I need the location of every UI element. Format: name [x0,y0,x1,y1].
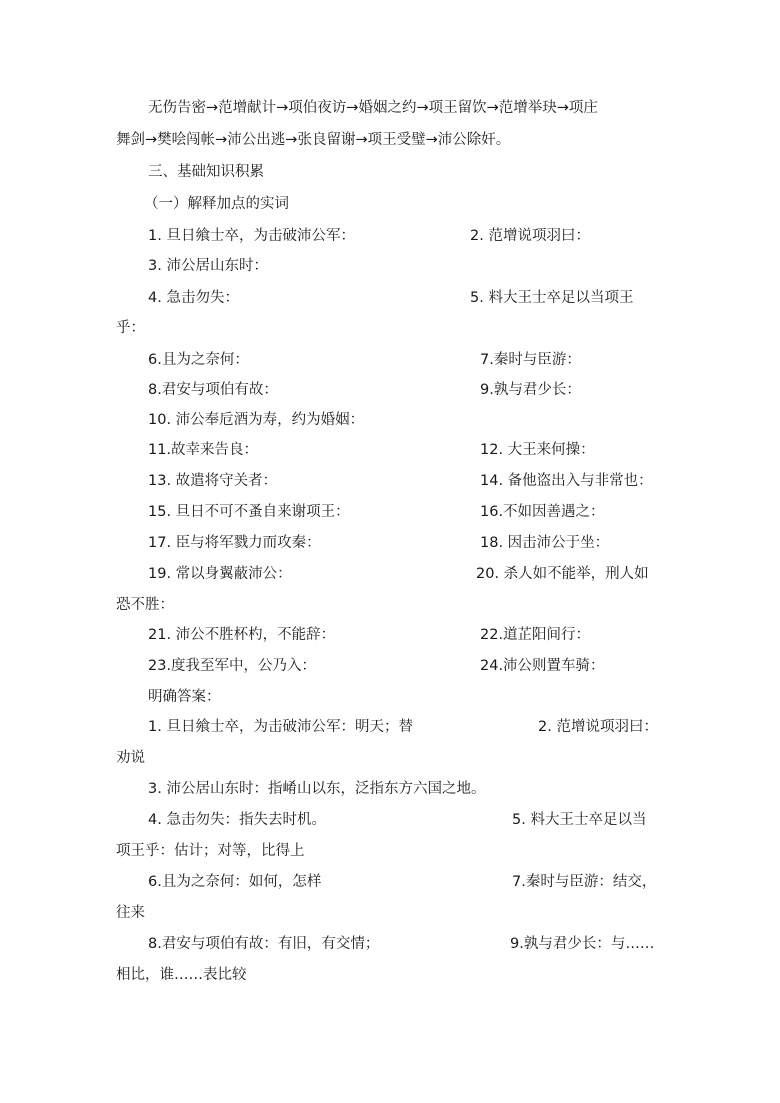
question-16: 16.不如因善遇之： [480,504,605,520]
question-11: 11.故幸来告良： [148,442,259,458]
summary-line-2: 舞剑→樊哙闯帐→沛公出逃→张良留谢→项王受璧→沛公除奸。 [116,132,511,148]
question-2: 2. 范增说项羽曰： [470,228,590,244]
answer-9-continued: 相比，谁……表比较 [116,967,247,983]
answer-9: 9.孰与君少长：与…… [510,936,655,952]
answer-2: 2. 范增说项羽曰： [538,719,658,735]
question-19: 19. 常以身翼蔽沛公： [148,566,292,582]
question-8: 8.君安与项伯有故： [148,382,278,398]
question-22: 22.道芷阳间行： [480,627,591,643]
question-9: 9.孰与君少长： [480,382,581,398]
section-title: 三、基础知识积累 [148,164,264,180]
question-5: 5. 料大王士卒足以当项王 [470,290,634,306]
summary-line-1: 无伤告密→范增献计→项伯夜访→婚姻之约→项王留饮→范增举玦→项庄 [148,100,598,116]
answer-7: 7.秦时与臣游：结交， [512,874,657,890]
question-24: 24.沛公则置车骑： [480,658,605,674]
question-7: 7.秦时与臣游： [480,352,581,368]
question-23: 23.度我至军中，公乃入： [148,658,317,674]
answer-3: 3. 沛公居山东时：指崤山以东，泛指东方六国之地。 [148,781,486,797]
answer-2-continued: 劝说 [116,750,145,766]
subsection-title: （一）解释加点的实词 [144,196,289,212]
answer-5: 5. 料大王士卒足以当 [512,812,647,828]
answer-1: 1. 旦日飨士卒，为击破沛公军：明天；替 [148,719,413,735]
question-1: 1. 旦日飨士卒，为击破沛公军： [148,228,355,244]
answer-5-continued: 项王乎：估计；对等，比得上 [116,843,305,859]
answer-4: 4. 急击勿失：指失去时机。 [148,812,326,828]
question-6: 6.且为之奈何： [148,352,249,368]
answer-7-continued: 往来 [116,905,145,921]
question-15: 15. 旦日不可不蚤自来谢项王： [148,504,350,520]
question-5-continued: 乎： [116,320,145,336]
answer-6: 6.且为之奈何：如何，怎样 [148,874,322,890]
question-20-continued: 恐不胜： [116,597,174,613]
question-18: 18. 因击沛公于坐： [480,535,610,551]
question-13: 13. 故遣将守关者： [148,473,278,489]
answers-title: 明确答案： [148,689,221,705]
question-3: 3. 沛公居山东时： [148,258,268,274]
question-12: 12. 大王来何操： [480,442,595,458]
question-17: 17. 臣与将军戮力而攻秦： [148,535,321,551]
question-4: 4. 急击勿失： [148,290,239,306]
answer-8: 8.君安与项伯有故：有旧，有交情； [148,936,380,952]
question-20: 20. 杀人如不能举，刑人如 [476,566,649,582]
question-21: 21. 沛公不胜杯杓，不能辞： [148,627,336,643]
question-10: 10. 沛公奉卮酒为寿，约为婚姻： [148,412,365,428]
question-14: 14. 备他盗出入与非常也： [480,473,653,489]
